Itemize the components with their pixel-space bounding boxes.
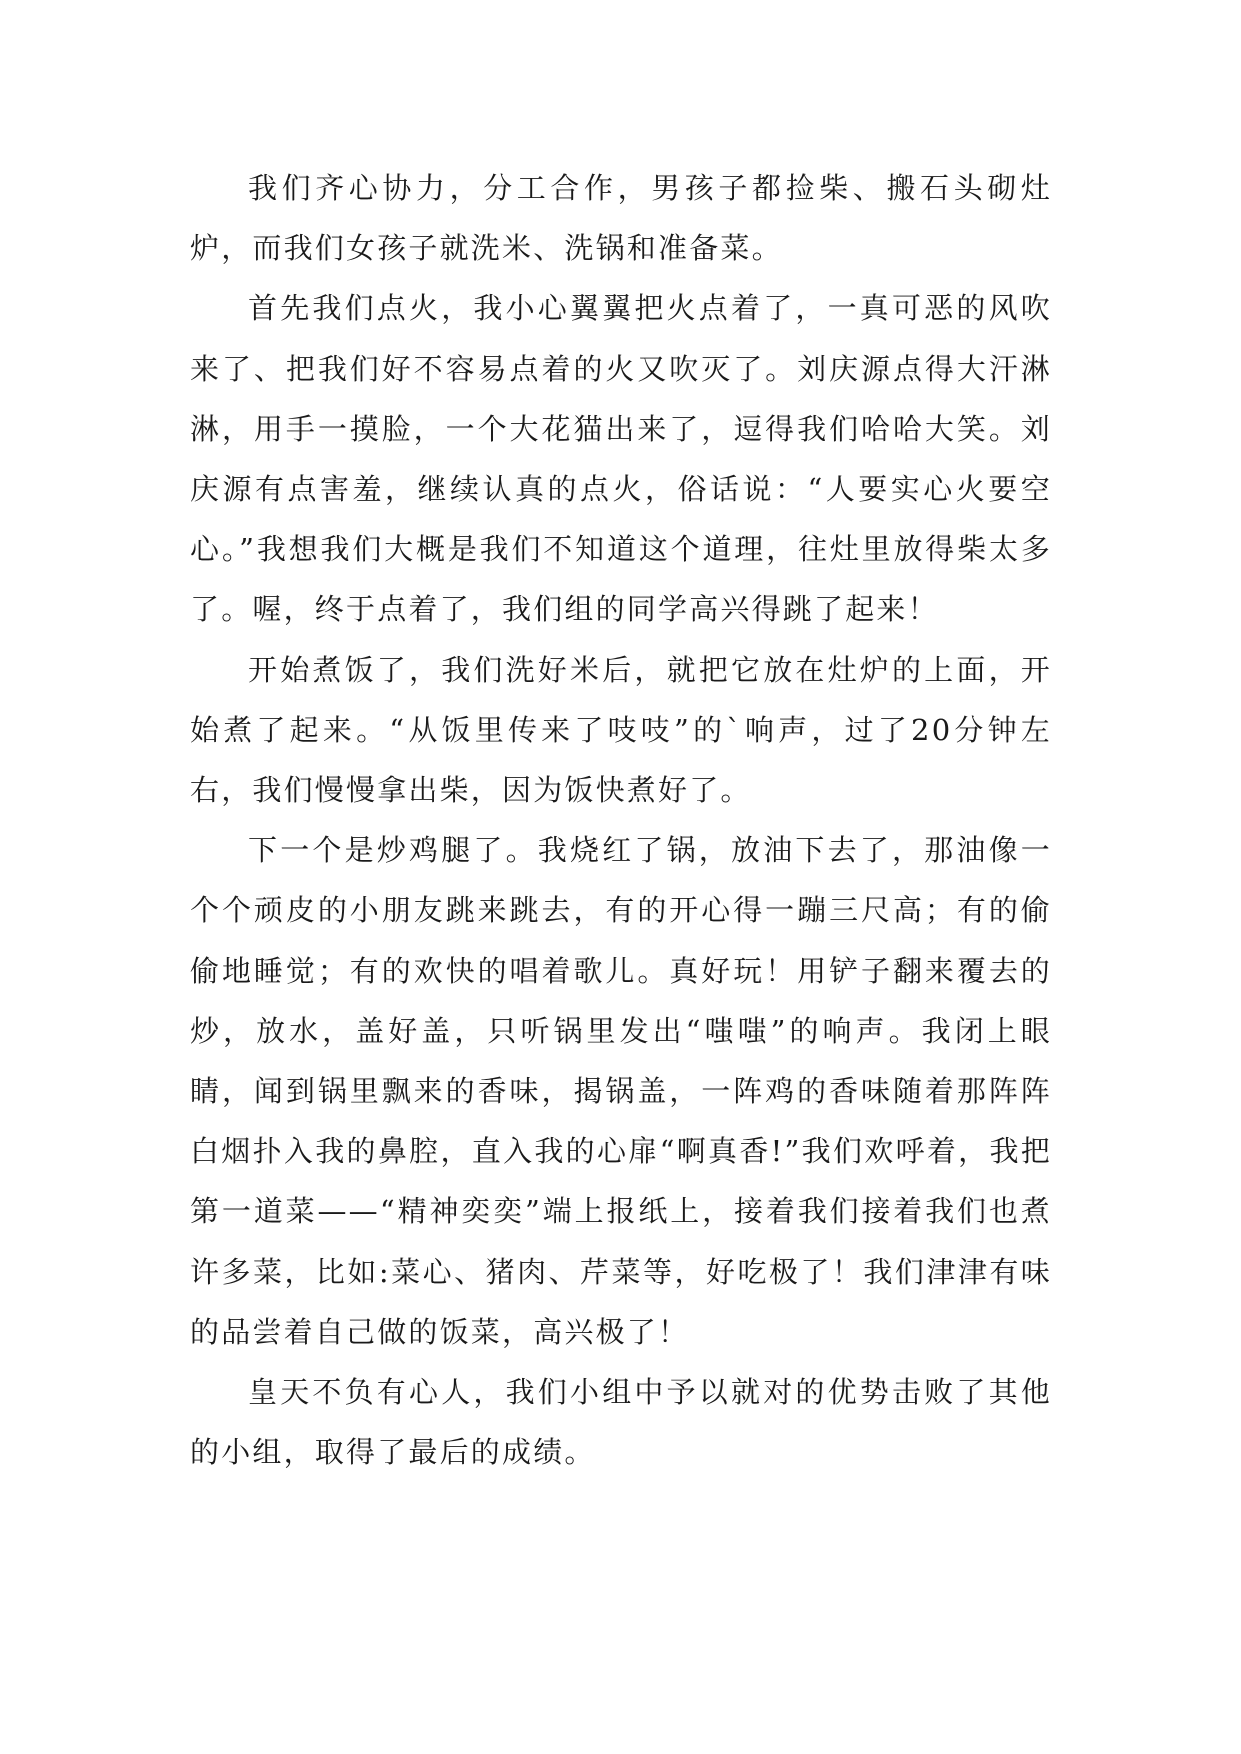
paragraph-3: 开始煮饭了，我们洗好米后，就把它放在灶炉的上面，开始煮了起来。“从饭里传来了吱吱”的`响声，过了20分钟左右，我们慢慢拿出柴，因为饭快煮好了。 — [190, 652, 1052, 808]
paragraph-2: 首先我们点火，我小心翼翼把火点着了，一真可恶的风吹来了、把我们好不容易点着的火又吹灭了。刘庆源点得大汗淋淋，用手一摸脸，一个大花猫出来了，逗得我们哈哈大笑。刘庆源有点害羞，继续认真的点火，俗话说：“人要实心火要空心。”我想我们大概是我们不知道这个道理，往灶里放得柴太多了。喔，终于点着了，我们组的同学高兴得跳了起来！ — [190, 291, 1052, 627]
paragraph-5: 皇天不负有心人，我们小组中予以就对的优势击败了其他的小组，取得了最后的成绩。 — [190, 1375, 1052, 1470]
paragraph-4: 下一个是炒鸡腿了。我烧红了锅，放油下去了，那油像一个个顽皮的小朋友跳来跳去，有的开心得一蹦三尺高；有的偷偷地睡觉；有的欢快的唱着歌儿。真好玩！用铲子翻来覆去的炒，放水，盖好盖，只听锅里发出“嗤嗤”的响声。我闭上眼睛，闻到锅里飘来的香味，揭锅盖，一阵鸡的香味随着那阵阵白烟扑入我的鼻腔，直入我的心扉“啊真香!”我们欢呼着，我把第一道菜——“精神奕奕”端上报纸上，接着我们接着我们也煮许多菜，比如:菜心、猪肉、芹菜等，好吃极了！我们津津有味的品尝着自己做的饭菜，高兴极了！ — [190, 833, 1052, 1349]
document-body — [190, 158, 1052, 1482]
paragraph-1: 我们齐心协力，分工合作，男孩子都捡柴、搬石头砌灶炉，而我们女孩子就洗米、洗锅和准备菜。 — [190, 171, 1052, 266]
